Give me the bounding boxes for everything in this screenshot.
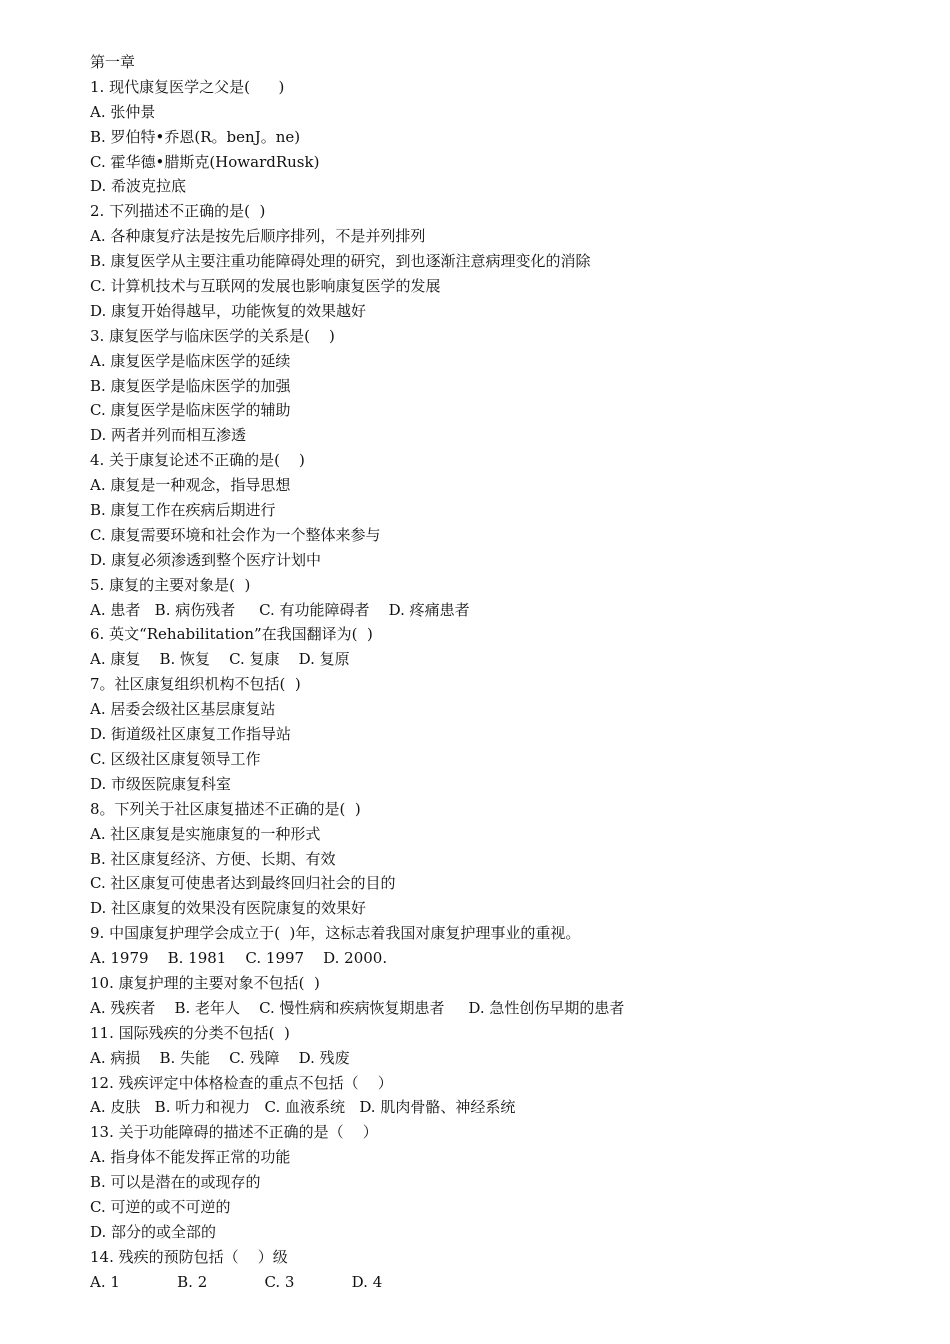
text-line: C. 计算机技术与互联网的发展也影响康复医学的发展 xyxy=(90,277,441,296)
document-page xyxy=(90,50,910,1295)
text-line: 5. 康复的主要对象是( ) xyxy=(90,575,251,594)
text-line: B. 康复医学从主要注重功能障碍处理的研究，到也逐渐注意病理变化的消除 xyxy=(90,252,591,271)
text-line: D. 康复开始得越早，功能恢复的效果越好 xyxy=(90,301,367,320)
text-line: C. 康复医学是临床医学的辅助 xyxy=(90,401,291,420)
text-line: A. 1979 B. 1981 C. 1997 D. 2000. xyxy=(90,949,388,968)
text-line: 10. 康复护理的主要对象不包括( ) xyxy=(90,973,320,992)
text-line: A. 患者 B. 病伤残者 C. 有功能障碍者 D. 疼痛患者 xyxy=(90,600,470,619)
text-line: C. 康复需要环境和社会作为一个整体来参与 xyxy=(90,525,381,544)
text-line: B. 可以是潜在的或现存的 xyxy=(90,1173,261,1192)
text-line: D. 希波克拉底 xyxy=(90,177,187,196)
text-line: A. 病损 B. 失能 C. 残障 D. 残废 xyxy=(90,1048,350,1067)
text-line: 9. 中国康复护理学会成立于( )年，这标志着我国对康复护理事业的重视。 xyxy=(90,924,581,943)
text-line: C. 区级社区康复领导工作 xyxy=(90,749,261,768)
text-line: A. 康复医学是临床医学的延续 xyxy=(90,351,291,370)
text-line: 13. 关于功能障碍的描述不正确的是（ ） xyxy=(90,1123,378,1142)
text-line: A. 居委会级社区基层康复站 xyxy=(90,700,276,719)
text-line: C. 可逆的或不可逆的 xyxy=(90,1197,231,1216)
text-line: D. 康复必须渗透到整个医疗计划中 xyxy=(90,550,322,569)
text-line: D. 街道级社区康复工作指导站 xyxy=(90,725,292,744)
text-line: A. 康复 B. 恢复 C. 复康 D. 复原 xyxy=(90,650,350,669)
text-line: 1. 现代康复医学之父是( ) xyxy=(90,77,285,96)
text-line: B. 康复医学是临床医学的加强 xyxy=(90,376,291,395)
text-line: 8。下列关于社区康复描述不正确的是( ) xyxy=(90,799,361,818)
text-line: C. 霍华德•腊斯克(HowardRusk) xyxy=(90,152,320,171)
chapter-title: 第一章 xyxy=(90,53,136,71)
text-line: D. 两者并列而相互渗透 xyxy=(90,426,247,445)
text-line: D. 社区康复的效果没有医院康复的效果好 xyxy=(90,899,367,918)
text-line: D. 部分的或全部的 xyxy=(90,1222,217,1241)
text-line: A. 皮肤 B. 听力和视力 C. 血液系统 D. 肌肉骨骼、神经系统 xyxy=(90,1098,516,1117)
text-line: C. 社区康复可使患者达到最终回归社会的目的 xyxy=(90,874,396,893)
text-line: A. 康复是一种观念，指导思想 xyxy=(90,476,291,495)
text-line: A. 1 B. 2 C. 3 D. 4 xyxy=(90,1272,383,1291)
text-line: 2. 下列描述不正确的是( ) xyxy=(90,202,266,221)
text-line: B. 社区康复经济、方便、长期、有效 xyxy=(90,849,336,868)
text-line: 6. 英文“Rehabilitation”在我国翻译为( ) xyxy=(90,625,373,644)
text-line: 14. 残疾的预防包括（ ）级 xyxy=(90,1247,288,1266)
text-line: A. 残疾者 B. 老年人 C. 慢性病和疾病恢复期患者 D. 急性创伤早期的患者 xyxy=(90,998,625,1017)
text-line: 3. 康复医学与临床医学的关系是( ) xyxy=(90,326,335,345)
text-line: B. 康复工作在疾病后期进行 xyxy=(90,501,276,520)
text-line: A. 张仲景 xyxy=(90,102,156,121)
text-line: D. 市级医院康复科室 xyxy=(90,774,232,793)
text-line: 4. 关于康复论述不正确的是( ) xyxy=(90,451,305,470)
text-line: 12. 残疾评定中体格检查的重点不包括（ ） xyxy=(90,1073,393,1092)
text-line: A. 各种康复疗法是按先后顺序排列，不是并列排列 xyxy=(90,227,426,246)
text-line: A. 社区康复是实施康复的一种形式 xyxy=(90,824,321,843)
text-line: 7。社区康复组织机构不包括( ) xyxy=(90,675,301,694)
text-line: 11. 国际残疾的分类不包括( ) xyxy=(90,1023,290,1042)
text-line: B. 罗伯特•乔恩(R。benJ。ne) xyxy=(90,127,301,146)
text-line: A. 指身体不能发挥正常的功能 xyxy=(90,1148,291,1167)
